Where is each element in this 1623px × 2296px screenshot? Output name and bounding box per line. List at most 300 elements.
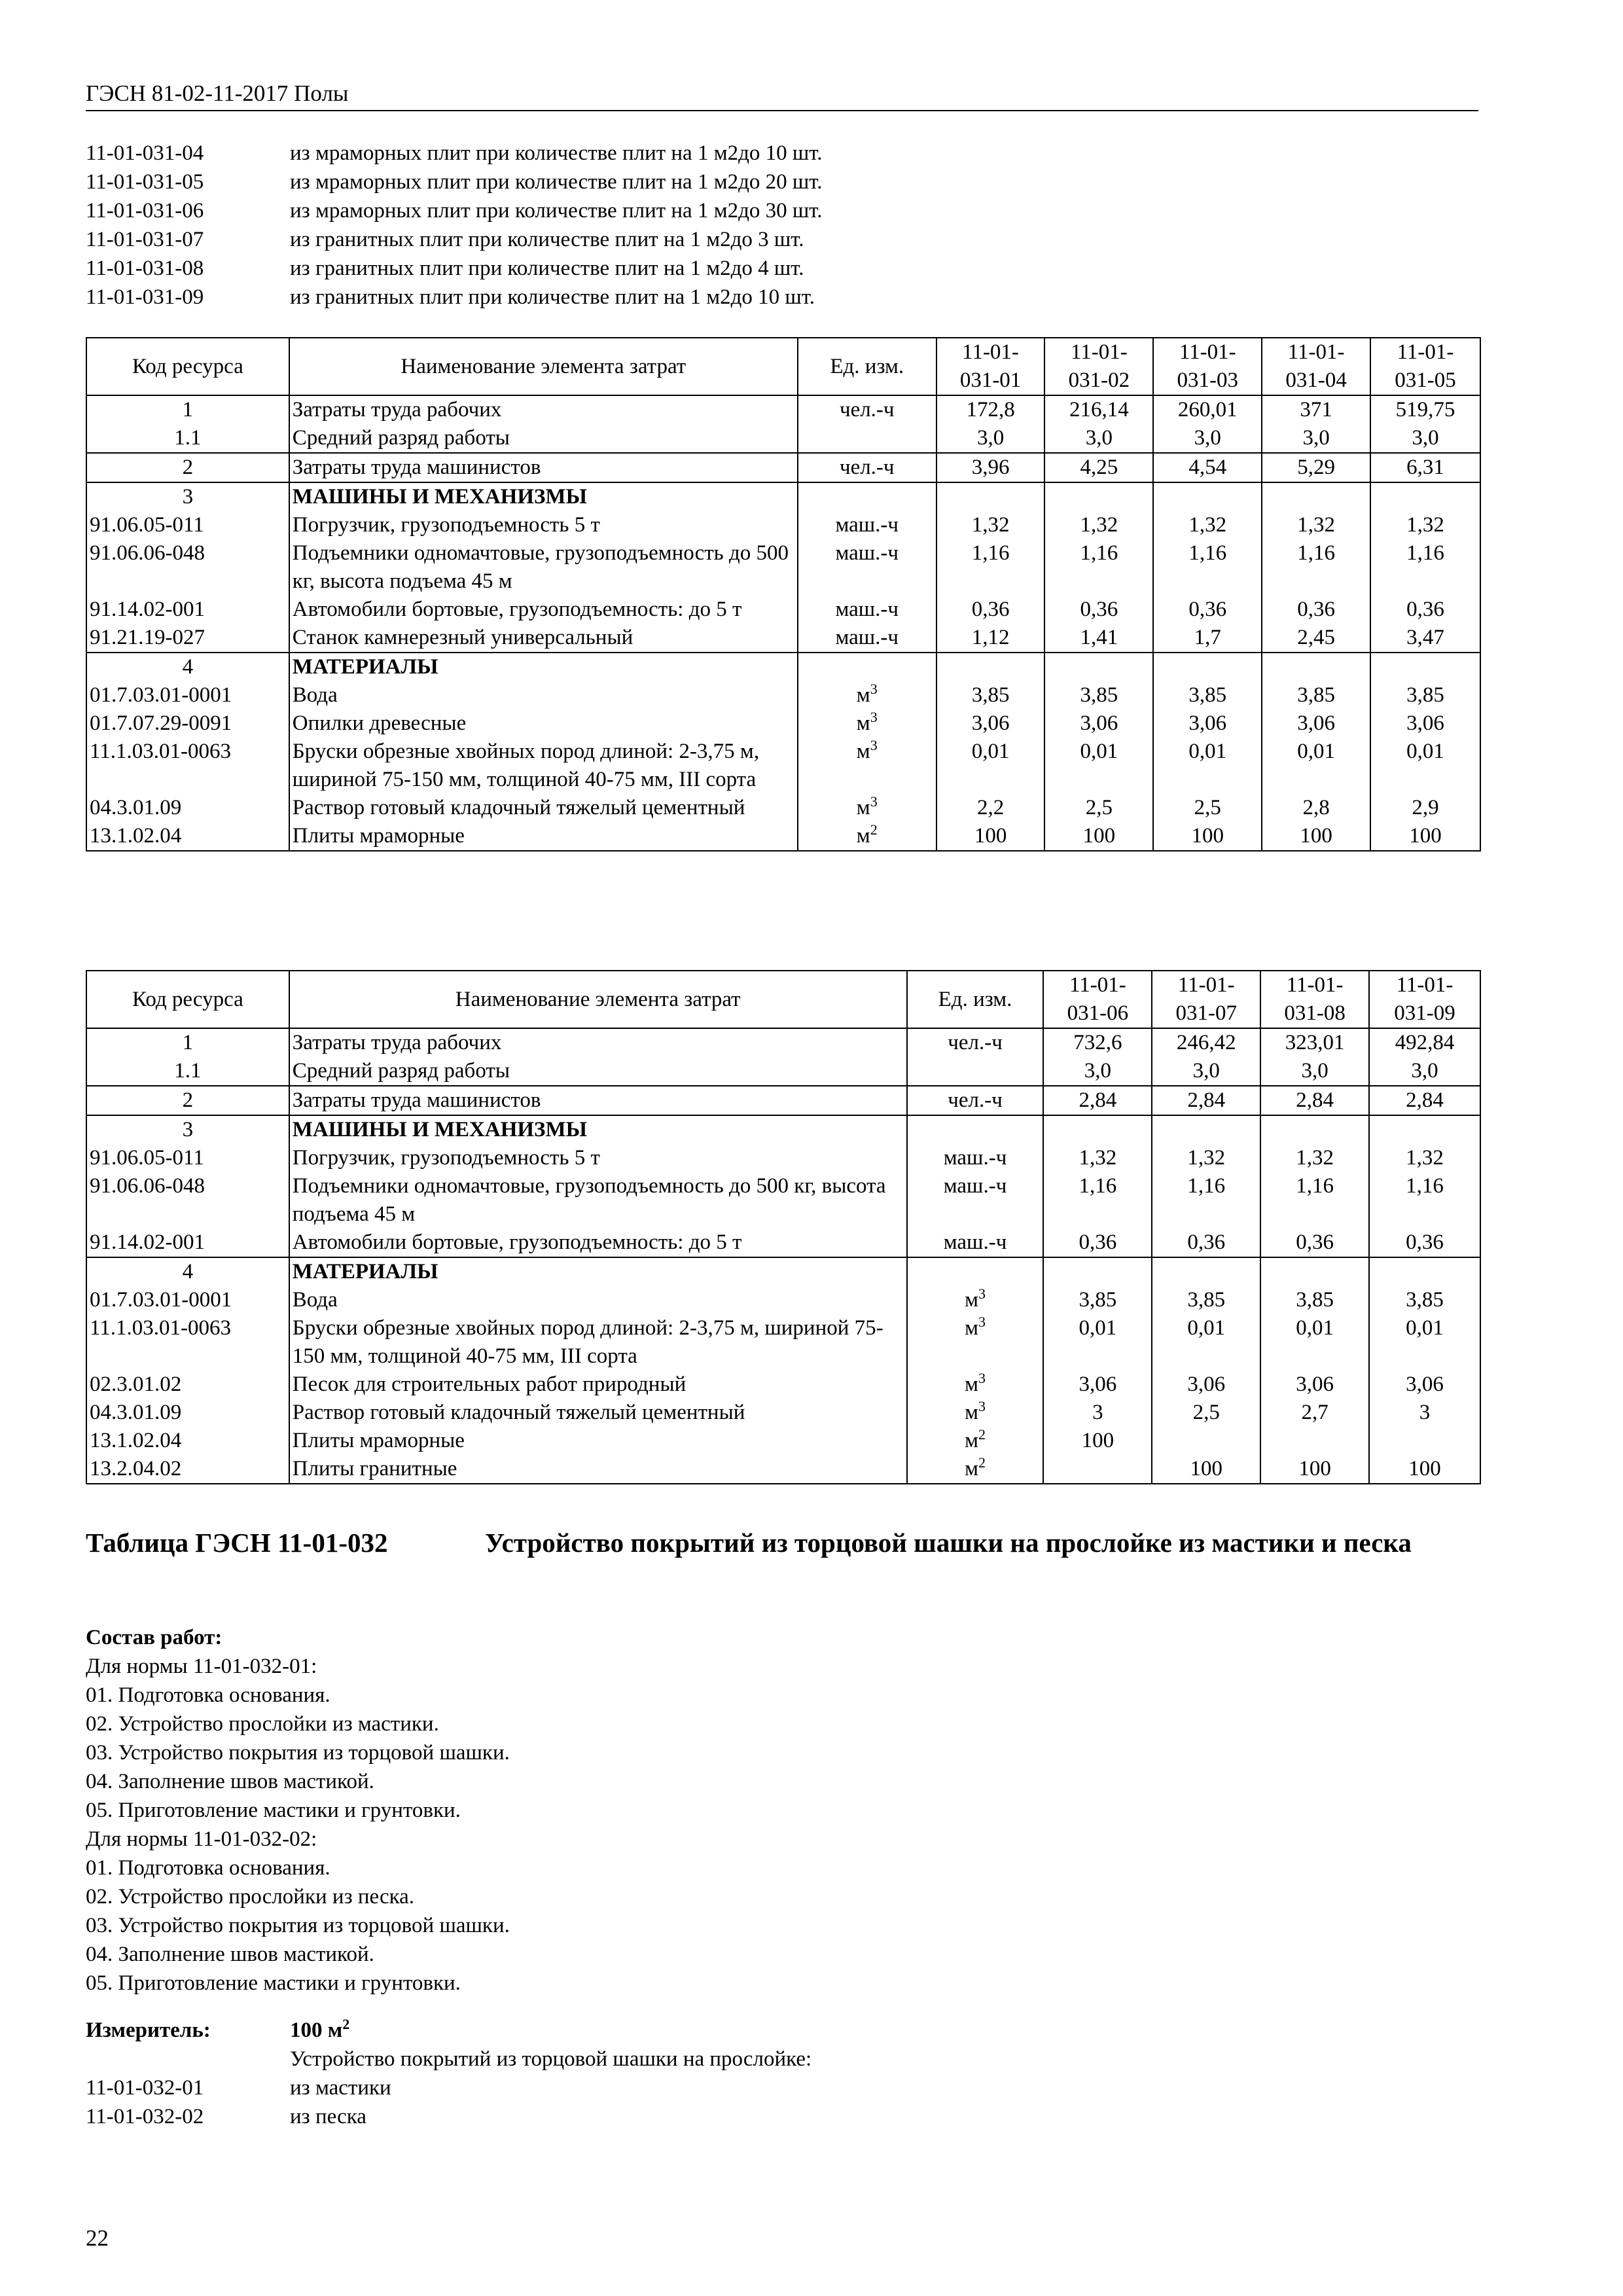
value-cell: 0,01 (1153, 738, 1262, 794)
value-cell: 100 (1260, 1455, 1369, 1484)
resource-name: Средний разряд работы (289, 1057, 907, 1086)
value-cell (1153, 653, 1262, 681)
unit-cell: $м^3$ (907, 1314, 1044, 1371)
resource-table-2 (86, 970, 1481, 1484)
table-row (86, 624, 1480, 653)
resource-name: Плиты мраморные (289, 822, 798, 851)
meter-label: Измеритель: (86, 2018, 211, 2042)
resource-name: МАШИНЫ И МЕХАНИЗМЫ (289, 1115, 907, 1144)
unit-cell: $м^3$ (798, 709, 936, 738)
value-cell: 1,16 (1369, 1172, 1480, 1229)
value-cell: 2,2 (936, 794, 1045, 822)
value-cell: 3,06 (1044, 709, 1153, 738)
value-cell: 100 (1152, 1455, 1260, 1484)
value-cell: 1,32 (1153, 511, 1262, 539)
value-cell: 100 (1044, 822, 1153, 851)
value-cell: 2,84 (1369, 1086, 1480, 1115)
table-row (86, 1144, 1480, 1172)
resource-code: 02.3.01.02 (86, 1371, 289, 1399)
resource-name: МАТЕРИАЛЫ (289, 1257, 907, 1286)
value-cell: 323,01 (1260, 1028, 1369, 1057)
norm-description: из мастики (290, 2076, 391, 2100)
norm-code: 11-01-032-02 (86, 2105, 204, 2128)
value-cell (1152, 1257, 1260, 1286)
table-row (86, 511, 1480, 539)
table-row (86, 539, 1480, 596)
value-cell: 4,54 (1153, 453, 1262, 482)
meter-caption: Устройство покрытий из торцовой шашки на прослойке: (290, 2047, 812, 2071)
unit-cell: $м^3$ (798, 794, 936, 822)
unit-cell (907, 1115, 1044, 1144)
resource-name: Станок камнерезный универсальный (289, 624, 798, 653)
resource-code: 91.14.02-001 (86, 1229, 289, 1257)
value-cell: 2,9 (1370, 794, 1480, 822)
value-cell: 2,84 (1260, 1086, 1369, 1115)
value-cell: 3,0 (1260, 1057, 1369, 1086)
value-cell: 100 (1370, 822, 1480, 851)
table-row (86, 794, 1480, 822)
intro-item (86, 196, 822, 225)
unit-cell: $м^2$ (907, 1427, 1044, 1455)
resource-name: Песок для строительных работ природный (289, 1371, 907, 1399)
header-unit: Ед. изм. (798, 338, 936, 395)
value-cell: 1,32 (1044, 511, 1153, 539)
unit-cell: чел.-ч (907, 1028, 1044, 1057)
value-cell: 216,14 (1044, 395, 1153, 424)
resource-name: Погрузчик, грузоподъемность 5 т (289, 1144, 907, 1172)
resource-code: 11.1.03.01-0063 (86, 738, 289, 794)
resource-code: 04.3.01.09 (86, 1399, 289, 1427)
value-cell (936, 653, 1045, 681)
value-cell: 3,85 (936, 681, 1045, 709)
resource-name: Раствор готовый кладочный тяжелый цементный (289, 794, 798, 822)
value-cell (1260, 1427, 1369, 1455)
resource-code: 2 (86, 453, 289, 482)
work-step: Для нормы 11-01-032-01: (86, 1655, 317, 1678)
value-cell: 1,32 (1043, 1144, 1152, 1172)
unit-cell: чел.-ч (907, 1086, 1044, 1115)
table-row (86, 1399, 1480, 1427)
value-cell: 3,0 (1370, 424, 1480, 453)
table-row (86, 453, 1480, 482)
norm-code: 11-01-031-04 (86, 141, 204, 165)
value-cell: 0,01 (1369, 1314, 1480, 1371)
value-cell: 1,16 (1153, 539, 1262, 596)
norm-description: из гранитных плит при количестве плит на 1 м2до 4 шт. (290, 257, 804, 280)
value-cell: 3,06 (1260, 1371, 1369, 1399)
value-cell: 3,47 (1370, 624, 1480, 653)
unit-cell (798, 482, 936, 511)
header-norm-code: 11-01- 031-08 (1260, 971, 1369, 1028)
page-header: ГЭСН 81-02-11-2017 Полы (86, 77, 1478, 111)
intro-item (86, 168, 822, 196)
value-cell: 2,5 (1152, 1399, 1260, 1427)
table-row (86, 709, 1480, 738)
unit-cell (907, 1057, 1044, 1086)
value-cell: 3,06 (1370, 709, 1480, 738)
unit-cell (798, 653, 936, 681)
page-number: 22 (86, 2225, 109, 2251)
value-cell: 3,85 (1260, 1286, 1369, 1314)
norm-description: из мраморных плит при количестве плит на 1 м2до 20 шт. (290, 170, 823, 194)
resource-code: 4 (86, 1257, 289, 1286)
value-cell (936, 482, 1045, 511)
resource-name: Вода (289, 681, 798, 709)
value-cell: 492,84 (1369, 1028, 1480, 1057)
work-step: 04. Заполнение швов мастикой. (86, 1943, 374, 1966)
norm-code: 11-01-031-08 (86, 257, 204, 280)
table-header-row (86, 338, 1480, 395)
table-row (86, 1455, 1480, 1484)
table-row (86, 1086, 1480, 1115)
header-norm-code: 11-01- 031-04 (1262, 338, 1370, 395)
value-cell (1369, 1115, 1480, 1144)
header-norm-code: 11-01- 031-05 (1370, 338, 1480, 395)
value-cell (1044, 653, 1153, 681)
value-cell: 1,32 (936, 511, 1045, 539)
value-cell: 3,85 (1153, 681, 1262, 709)
table-row (86, 681, 1480, 709)
value-cell: 0,01 (1044, 738, 1153, 794)
value-cell: 100 (1262, 822, 1370, 851)
table-row (86, 596, 1480, 624)
value-cell: 4,25 (1044, 453, 1153, 482)
section-title (86, 1525, 1545, 1560)
table-row (86, 1286, 1480, 1314)
table-row (86, 1028, 1480, 1057)
value-cell: 3 (1043, 1399, 1152, 1427)
resource-code: 13.1.02.04 (86, 1427, 289, 1455)
resource-code: 91.06.06-048 (86, 1172, 289, 1229)
value-cell: 1,16 (1260, 1172, 1369, 1229)
resource-code: 11.1.03.01-0063 (86, 1314, 289, 1371)
resource-name: Затраты труда рабочих (289, 1028, 907, 1057)
value-cell: 3,0 (1262, 424, 1370, 453)
value-cell (1262, 653, 1370, 681)
unit-cell (798, 424, 936, 453)
value-cell: 3 (1369, 1399, 1480, 1427)
value-cell: 3,85 (1043, 1286, 1152, 1314)
unit-cell: $м^2$ (907, 1455, 1044, 1484)
value-cell: 1,32 (1152, 1144, 1260, 1172)
unit-cell: маш.-ч (798, 624, 936, 653)
resource-name: Погрузчик, грузоподъемность 5 т (289, 511, 798, 539)
value-cell: 260,01 (1153, 395, 1262, 424)
value-cell: 100 (1369, 1455, 1480, 1484)
resource-name: Подъемники одномачтовые, грузоподъемность до 500 кг, высота подъема 45 м (289, 539, 798, 596)
resource-name: Средний разряд работы (289, 424, 798, 453)
unit-cell: $м^3$ (798, 681, 936, 709)
value-cell: 3,06 (1152, 1371, 1260, 1399)
unit-cell: маш.-ч (798, 511, 936, 539)
meter-block (86, 2016, 812, 2131)
resource-name: Плиты гранитные (289, 1455, 907, 1484)
value-cell: 2,8 (1262, 794, 1370, 822)
value-cell: 3,85 (1044, 681, 1153, 709)
value-cell (1043, 1455, 1152, 1484)
resource-table-1 (86, 337, 1481, 852)
header-norm-code: 11-01- 031-01 (936, 338, 1045, 395)
work-step: 03. Устройство покрытия из торцовой шашки. (86, 1914, 510, 1937)
unit-cell: $м^3$ (798, 738, 936, 794)
header-name: Наименование элемента затрат (289, 971, 907, 1028)
resource-name: Автомобили бортовые, грузоподъемность: до 5 т (289, 596, 798, 624)
value-cell: 0,36 (936, 596, 1045, 624)
value-cell: 3,0 (1369, 1057, 1480, 1086)
table-row (86, 1257, 1480, 1286)
value-cell: 0,01 (1043, 1314, 1152, 1371)
table-row (86, 1314, 1480, 1371)
value-cell: 3,06 (1262, 709, 1370, 738)
unit-cell: чел.-ч (798, 453, 936, 482)
unit-cell: маш.-ч (798, 596, 936, 624)
value-cell: 1,16 (936, 539, 1045, 596)
section-label: Таблица ГЭСН 11-01-032 (86, 1528, 388, 1558)
unit-cell: $м^3$ (907, 1399, 1044, 1427)
value-cell: 2,5 (1153, 794, 1262, 822)
resource-code: 2 (86, 1086, 289, 1115)
table-row (86, 395, 1480, 424)
norm-description: из гранитных плит при количестве плит на 1 м2до 10 шт. (290, 285, 815, 309)
value-cell: 1,16 (1152, 1172, 1260, 1229)
value-cell: 0,36 (1370, 596, 1480, 624)
table-row (86, 1427, 1480, 1455)
norm-code: 11-01-031-07 (86, 228, 204, 251)
value-cell: 1,7 (1153, 624, 1262, 653)
resource-name: Автомобили бортовые, грузоподъемность: до 5 т (289, 1229, 907, 1257)
value-cell: 1,12 (936, 624, 1045, 653)
norm-description: из мраморных плит при количестве плит на 1 м2до 10 шт. (290, 141, 823, 165)
value-cell: 1,16 (1044, 539, 1153, 596)
value-cell: 6,31 (1370, 453, 1480, 482)
resource-code: 13.2.04.02 (86, 1455, 289, 1484)
header-name: Наименование элемента затрат (289, 338, 798, 395)
value-cell (1153, 482, 1262, 511)
table-row (86, 424, 1480, 453)
unit-cell: $м^3$ (907, 1371, 1044, 1399)
value-cell (1043, 1115, 1152, 1144)
table-row (86, 822, 1480, 851)
value-cell: 5,29 (1262, 453, 1370, 482)
value-cell: 0,36 (1260, 1229, 1369, 1257)
resource-code: 1 (86, 1028, 289, 1057)
resource-name: МАТЕРИАЛЫ (289, 653, 798, 681)
work-step: 01. Подготовка основания. (86, 1683, 330, 1707)
value-cell: 371 (1262, 395, 1370, 424)
resource-code: 01.7.03.01-0001 (86, 1286, 289, 1314)
value-cell: 0,01 (1262, 738, 1370, 794)
norm-description: из песка (290, 2105, 366, 2128)
value-cell: 3,85 (1370, 681, 1480, 709)
unit-cell: маш.-ч (907, 1144, 1044, 1172)
value-cell: 0,01 (1370, 738, 1480, 794)
value-cell: 732,6 (1043, 1028, 1152, 1057)
work-step: 05. Приготовление мастики и грунтовки. (86, 1971, 461, 1995)
unit-cell: чел.-ч (798, 395, 936, 424)
value-cell: 0,36 (1152, 1229, 1260, 1257)
value-cell (1262, 482, 1370, 511)
work-step: 03. Устройство покрытия из торцовой шашки. (86, 1741, 510, 1765)
table-row (86, 1115, 1480, 1144)
header-norm-code: 11-01- 031-02 (1044, 338, 1153, 395)
work-step: 01. Подготовка основания. (86, 1856, 330, 1880)
work-step: 05. Приготовление мастики и грунтовки. (86, 1799, 461, 1822)
resource-code: 91.06.06-048 (86, 539, 289, 596)
value-cell: 1,16 (1370, 539, 1480, 596)
resource-code: 91.06.05-011 (86, 511, 289, 539)
meter-value: 100 $м^2$ (290, 2016, 350, 2042)
resource-name: Опилки древесные (289, 709, 798, 738)
resource-name: Затраты труда рабочих (289, 395, 798, 424)
value-cell (1370, 482, 1480, 511)
table-row (86, 738, 1480, 794)
work-step: 02. Устройство прослойки из песка. (86, 1885, 415, 1909)
value-cell: 3,85 (1369, 1286, 1480, 1314)
table-row (86, 1371, 1480, 1399)
value-cell: 2,84 (1152, 1086, 1260, 1115)
resource-name: Подъемники одномачтовые, грузоподъемность до 500 кг, высота подъема 45 м (289, 1172, 907, 1229)
resource-code: 3 (86, 482, 289, 511)
value-cell: 3,06 (1369, 1371, 1480, 1399)
table-row (86, 1057, 1480, 1086)
value-cell (1260, 1115, 1369, 1144)
value-cell: 172,8 (936, 395, 1045, 424)
header-code: Код ресурса (86, 338, 289, 395)
value-cell: 3,0 (1153, 424, 1262, 453)
meter-item (86, 2102, 812, 2131)
value-cell: 3,0 (1152, 1057, 1260, 1086)
norm-description: из мраморных плит при количестве плит на 1 м2до 30 шт. (290, 199, 823, 223)
value-cell: 0,01 (936, 738, 1045, 794)
work-composition-heading: Состав работ: (86, 1626, 223, 1649)
table-row (86, 482, 1480, 511)
resource-code: 4 (86, 653, 289, 681)
value-cell: 3,96 (936, 453, 1045, 482)
unit-cell: $м^3$ (907, 1286, 1044, 1314)
norm-code: 11-01-032-01 (86, 2076, 204, 2100)
norm-code: 11-01-031-09 (86, 285, 204, 309)
header-norm-code: 11-01- 031-03 (1153, 338, 1262, 395)
table-row (86, 1229, 1480, 1257)
resource-name: Раствор готовый кладочный тяжелый цементный (289, 1399, 907, 1427)
resource-code: 01.7.03.01-0001 (86, 681, 289, 709)
resource-name: Бруски обрезные хвойных пород длиной: 2-3,75 м, шириной 75-150 мм, толщиной 40-75 мм, III сорта (289, 738, 798, 794)
unit-cell (907, 1257, 1044, 1286)
resource-code: 91.21.19-027 (86, 624, 289, 653)
unit-cell: маш.-ч (907, 1229, 1044, 1257)
resource-name: Бруски обрезные хвойных пород длиной: 2-3,75 м, шириной 75-150 мм, толщиной 40-75 мм, III сорта (289, 1314, 907, 1371)
value-cell (1370, 653, 1480, 681)
value-cell: 100 (1043, 1427, 1152, 1455)
intro-item (86, 139, 822, 168)
value-cell: 3,06 (1043, 1371, 1152, 1399)
unit-cell: $м^2$ (798, 822, 936, 851)
value-cell: 0,36 (1262, 596, 1370, 624)
header-unit: Ед. изм. (907, 971, 1044, 1028)
value-cell: 1,32 (1370, 511, 1480, 539)
value-cell: 0,01 (1152, 1314, 1260, 1371)
value-cell: 1,32 (1262, 511, 1370, 539)
norm-code: 11-01-031-06 (86, 199, 204, 223)
value-cell (1044, 482, 1153, 511)
value-cell: 0,01 (1260, 1314, 1369, 1371)
value-cell (1043, 1257, 1152, 1286)
resource-code: 1 (86, 395, 289, 424)
header-code: Код ресурса (86, 971, 289, 1028)
header-norm-code: 11-01- 031-09 (1369, 971, 1480, 1028)
value-cell: 3,0 (936, 424, 1045, 453)
work-composition (86, 1623, 510, 1998)
value-cell: 2,7 (1260, 1399, 1369, 1427)
value-cell: 100 (936, 822, 1045, 851)
intro-item (86, 225, 822, 254)
value-cell: 0,36 (1044, 596, 1153, 624)
value-cell: 3,0 (1043, 1057, 1152, 1086)
resource-name: МАШИНЫ И МЕХАНИЗМЫ (289, 482, 798, 511)
value-cell: 1,16 (1262, 539, 1370, 596)
header-norm-code: 11-01- 031-07 (1152, 971, 1260, 1028)
value-cell: 3,06 (936, 709, 1045, 738)
unit-cell: маш.-ч (798, 539, 936, 596)
value-cell: 2,45 (1262, 624, 1370, 653)
value-cell (1152, 1427, 1260, 1455)
resource-name: Вода (289, 1286, 907, 1314)
value-cell (1152, 1115, 1260, 1144)
value-cell: 0,36 (1153, 596, 1262, 624)
value-cell: 1,32 (1369, 1144, 1480, 1172)
work-step: 04. Заполнение швов мастикой. (86, 1770, 374, 1793)
value-cell: 246,42 (1152, 1028, 1260, 1057)
resource-code: 91.06.05-011 (86, 1144, 289, 1172)
work-step: 02. Устройство прослойки из мастики. (86, 1712, 439, 1736)
resource-name: Плиты мраморные (289, 1427, 907, 1455)
value-cell: 2,5 (1044, 794, 1153, 822)
resource-code: 1.1 (86, 1057, 289, 1086)
value-cell (1369, 1257, 1480, 1286)
meter-item (86, 2073, 812, 2102)
resource-code: 1.1 (86, 424, 289, 453)
work-step: Для нормы 11-01-032-02: (86, 1827, 317, 1851)
norm-description: из гранитных плит при количестве плит на 1 м2до 3 шт. (290, 228, 804, 251)
resource-name: Затраты труда машинистов (289, 453, 798, 482)
resource-code: 04.3.01.09 (86, 794, 289, 822)
value-cell: 1,41 (1044, 624, 1153, 653)
intro-item (86, 254, 822, 283)
header-norm-code: 11-01- 031-06 (1043, 971, 1152, 1028)
value-cell: 0,36 (1369, 1229, 1480, 1257)
resource-name: Затраты труда машинистов (289, 1086, 907, 1115)
value-cell: 3,0 (1044, 424, 1153, 453)
table-row (86, 653, 1480, 681)
norm-code: 11-01-031-05 (86, 170, 204, 194)
value-cell (1260, 1257, 1369, 1286)
value-cell: 3,06 (1153, 709, 1262, 738)
value-cell: 3,85 (1152, 1286, 1260, 1314)
intro-list (86, 139, 822, 312)
value-cell: 1,16 (1043, 1172, 1152, 1229)
intro-item (86, 283, 822, 312)
value-cell: 3,85 (1262, 681, 1370, 709)
resource-code: 13.1.02.04 (86, 822, 289, 851)
unit-cell: маш.-ч (907, 1172, 1044, 1229)
section-heading: Устройство покрытий из торцовой шашки на прослойке из мастики и песка (485, 1528, 1412, 1558)
resource-code: 3 (86, 1115, 289, 1144)
value-cell (1369, 1427, 1480, 1455)
value-cell: 1,32 (1260, 1144, 1369, 1172)
value-cell: 519,75 (1370, 395, 1480, 424)
table-row (86, 1172, 1480, 1229)
value-cell: 100 (1153, 822, 1262, 851)
